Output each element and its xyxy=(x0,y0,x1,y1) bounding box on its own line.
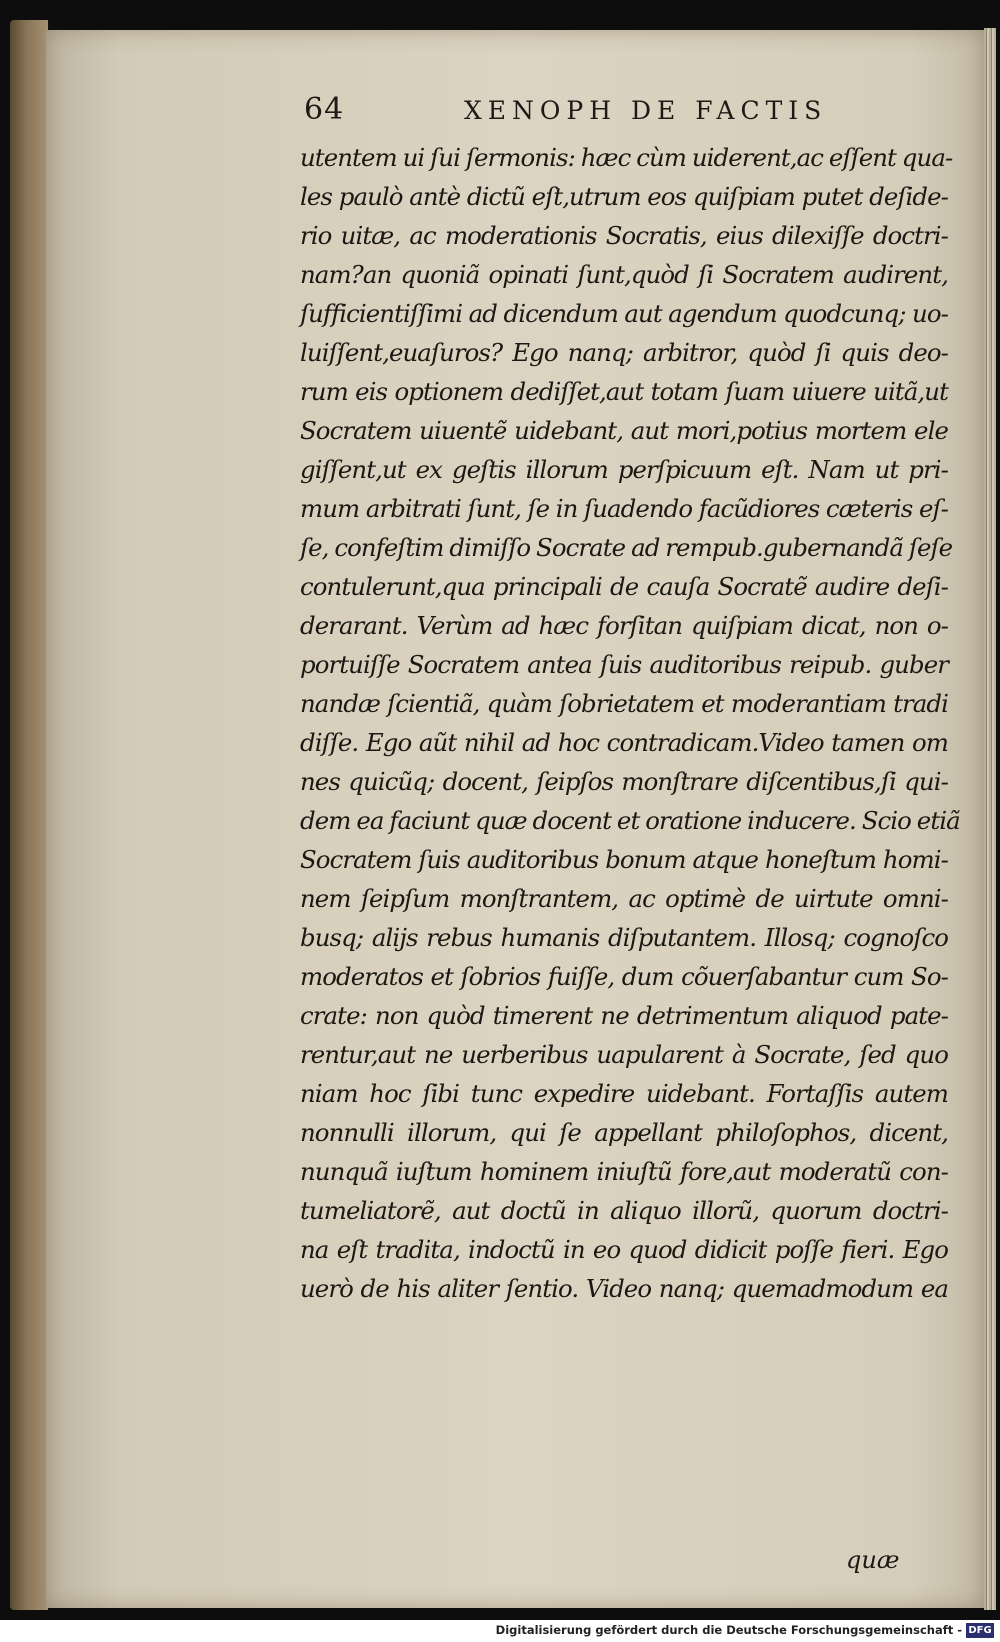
text-line: nunquã iuſtum hominem iniuſtũ fore,aut moderatũ con- xyxy=(300,1157,948,1186)
text-line: dem ea faciunt quæ docent et oratione inducere. Scio etiã xyxy=(300,806,960,835)
text-line: contulerunt,qua principali de cauſa Socratẽ audire deſi- xyxy=(300,572,948,601)
text-line: na eſt tradita, indoctũ in eo quod didicit poſſe fieri. Ego xyxy=(300,1235,948,1264)
text-line: nonnulli illorum, qui ſe appellant philoſophos, dicent, xyxy=(300,1118,948,1147)
text-line: nem ſeipſum monſtrantem, ac optimè de uirtute omni- xyxy=(300,884,948,913)
running-head xyxy=(46,92,984,136)
text-line: busq; alijs rebus humanis diſputantem. Illosq; cognoſco xyxy=(300,923,948,952)
page-number: 64 xyxy=(304,92,345,127)
text-line: tumeliatorẽ, aut doctũ in aliquo illorũ, quorum doctri- xyxy=(300,1196,948,1225)
text-line: niam hoc ſibi tunc expedire uidebant. Fortaſſis autem xyxy=(300,1079,948,1108)
running-head-title: XENOPH DE FACTIS xyxy=(464,96,828,125)
text-line: moderatos et ſobrios fuiſſe, dum cõuerſabantur cum So- xyxy=(300,962,948,991)
text-line: nandæ ſcientiã, quàm ſobrietatem et moderantiam tradi xyxy=(300,689,948,718)
text-line: ſufficientiſſimi ad dicendum aut agendum quodcunq; uo- xyxy=(300,299,948,328)
text-line: Socratem uiuentẽ uidebant, aut mori,potius mortem ele xyxy=(300,416,948,445)
text-line: derarant. Verùm ad hæc forſitan quiſpiam dicat, non o- xyxy=(300,611,948,640)
text-line: diſſe. Ego aũt nihil ad hoc contradicam.Video tamen om xyxy=(300,728,948,757)
text-line: luiſſent,euaſuros? Ego nanq; arbitror, quòd ſi quis deo- xyxy=(300,338,948,367)
book-cover-edge xyxy=(10,20,48,1610)
text-line: crate: non quòd timerent ne detrimentum aliquod pate- xyxy=(300,1001,948,1030)
text-line: rum eis optionem dediſſet,aut totam ſuam uiuere uitã,ut xyxy=(300,377,948,406)
text-line: giſſent,ut ex geſtis illorum perſpicuum eſt. Nam ut pri- xyxy=(300,455,948,484)
page-fore-edge xyxy=(984,28,996,1610)
footer-bar xyxy=(0,1620,1000,1642)
catchword: quæ xyxy=(846,1546,900,1574)
text-line: ſe, confeſtim dimiſſo Socrate ad rempub.gubernandã ſeſe xyxy=(300,533,953,562)
text-line: uerò de his aliter ſentio. Video nanq; quemadmodum ea xyxy=(300,1274,948,1303)
text-line: mum arbitrati ſunt, ſe in ſuadendo facũdiores cæteris eſ- xyxy=(300,494,948,523)
text-line: rentur,aut ne uerberibus uapularent à Socrate, ſed quo xyxy=(300,1040,948,1069)
text-line: nes quicũq; docent, ſeipſos monſtrare diſcentibus,ſi qui- xyxy=(300,767,948,796)
book-page xyxy=(46,30,984,1608)
text-line: nam?an quoniã opinati ſunt,quòd ſi Socratem audirent, xyxy=(300,260,948,289)
text-line: utentem ui ſui ſermonis: hæc cùm uiderent,ac eſſent qua- xyxy=(300,143,953,172)
text-line: rio uitæ, ac moderationis Socratis, eius dilexiſſe doctri- xyxy=(300,221,948,250)
text-line: les paulò antè dictũ eſt,utrum eos quiſpiam putet deſide- xyxy=(300,182,948,211)
funding-credit: Digitalisierung gefördert durch die Deutsche Forschungsgemeinschaft - xyxy=(495,1623,962,1637)
text-line: portuiſſe Socratem antea ſuis auditoribus reipub. guber xyxy=(300,650,948,679)
text-line: Socratem ſuis auditoribus bonum atque honeſtum homi- xyxy=(300,845,948,874)
dfg-logo: DFG xyxy=(966,1623,994,1638)
body-text xyxy=(300,138,960,1308)
